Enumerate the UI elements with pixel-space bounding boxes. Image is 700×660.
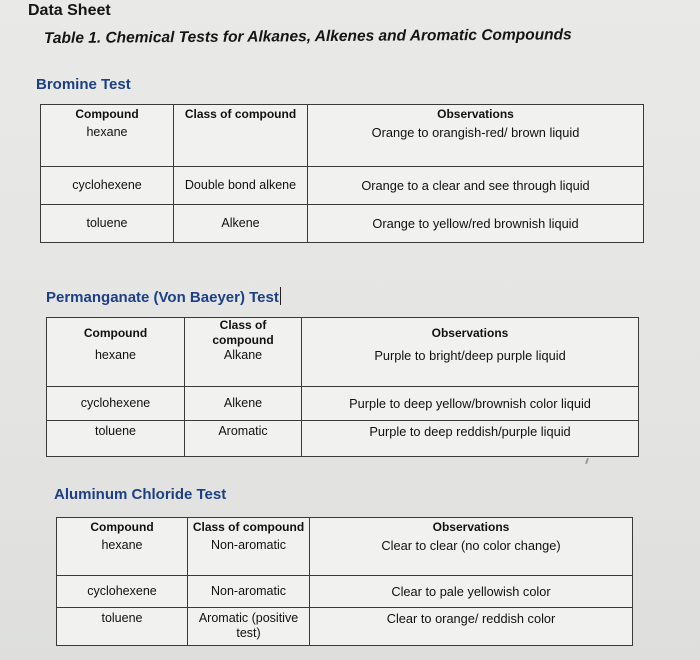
cell-compound: hexane [47,348,185,386]
cell-class: Non-aromatic [188,538,310,576]
cell-observation: Purple to bright/deep purple liquid [302,348,639,386]
aluminum-chloride-test-table [56,517,633,646]
table-row [41,125,644,167]
cell-class: Double bond alkene [174,167,308,205]
cell-observation: Orange to orangish-red/ brown liquid [308,125,644,167]
cell-compound: hexane [41,125,174,167]
table-header-row [41,105,644,125]
cell-class [174,125,308,167]
header-observations: Observations [310,518,633,538]
cell-class: Alkene [174,205,308,243]
cell-class: Alkene [185,386,302,420]
table-row [47,348,639,386]
cell-observation: Clear to orange/ reddish color [310,608,633,646]
header-class: Class of compound [185,318,302,349]
header-observations: Observations [302,318,639,349]
permanganate-test-table [46,317,639,457]
bromine-test-table [40,104,644,243]
cell-class: Non-aromatic [188,576,310,608]
header-class: Class of compound [188,518,310,538]
table-row [47,420,639,456]
table-row [41,167,644,205]
stray-mark [585,458,589,464]
header-observations: Observations [308,105,644,125]
permanganate-test-heading-text: Permanganate (Von Baeyer) Test [46,289,279,306]
table-row [41,205,644,243]
table-header-row [47,318,639,349]
cell-compound: toluene [57,608,188,646]
cell-compound: cyclohexene [47,386,185,420]
cell-compound: toluene [41,205,174,243]
cell-observation: Orange to a clear and see through liquid [308,167,644,205]
header-class: Class of compound [174,105,308,125]
cell-class: Alkane [185,348,302,386]
cell-observation: Purple to deep reddish/purple liquid [302,420,639,456]
cell-compound: hexane [57,538,188,576]
bromine-test-heading: Bromine Test [36,76,131,93]
table-row [47,386,639,420]
table-row [57,576,633,608]
permanganate-test-heading [46,287,281,306]
header-compound: Compound [41,105,174,125]
table-header-row [57,518,633,538]
cell-compound: toluene [47,420,185,456]
header-compound: Compound [57,518,188,538]
cell-class: Aromatic (positive test) [188,608,310,646]
cell-observation: Clear to clear (no color change) [310,538,633,576]
header-compound: Compound [47,318,185,349]
cell-observation: Clear to pale yellowish color [310,576,633,608]
aluminum-chloride-test-heading: Aluminum Chloride Test [54,486,227,503]
cell-compound: cyclohexene [57,576,188,608]
cell-compound: cyclohexene [41,167,174,205]
cell-observation: Purple to deep yellow/brownish color liquid [302,386,639,420]
cell-observation: Orange to yellow/red brownish liquid [308,205,644,243]
sheet-title: Data Sheet [28,2,111,19]
table-row [57,608,633,646]
table-caption: Table 1. Chemical Tests for Alkanes, Alkenes and Aromatic Compounds [43,26,572,47]
cell-class: Aromatic [185,420,302,456]
table-row [57,538,633,576]
text-cursor [280,287,281,305]
